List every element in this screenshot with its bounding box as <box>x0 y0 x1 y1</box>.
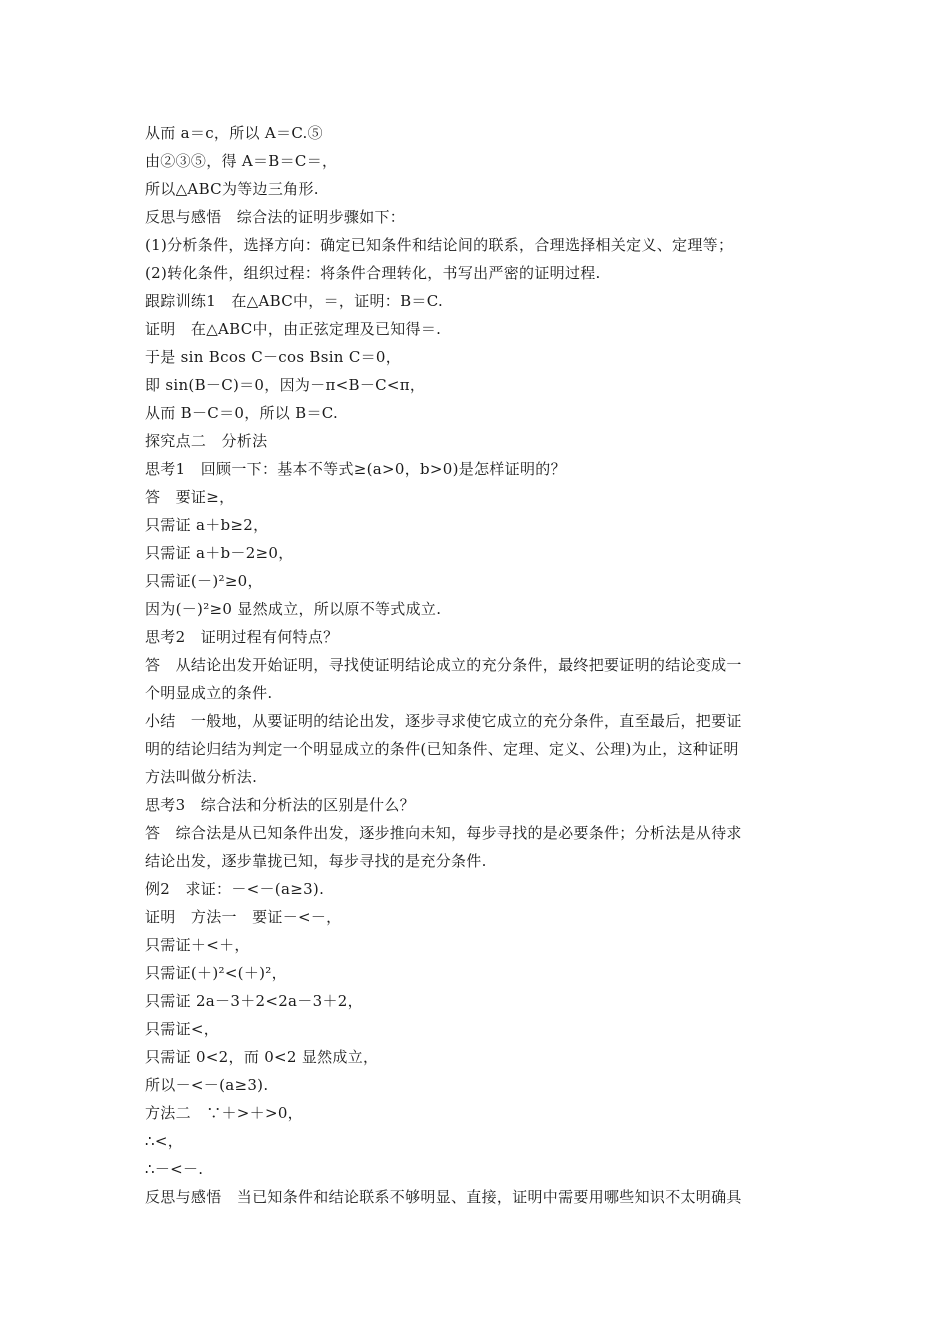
text-line: 明的结论归结为判定一个明显成立的条件(已知条件、定理、定义、公理)为止，这种证明 <box>145 740 739 758</box>
text-line: 由②③⑤，得 A＝B＝C＝， <box>145 152 338 170</box>
text-line: (2)转化条件，组织过程：将条件合理转化，书写出严密的证明过程. <box>145 264 601 282</box>
text-line: 只需证 2a－3＋2<2a－3＋2， <box>145 992 363 1010</box>
text-line: 反思与感悟 综合法的证明步骤如下： <box>145 208 406 226</box>
text-line: 证明 在△ABC中，由正弦定理及已知得＝. <box>145 320 442 338</box>
text-line: 方法二 ∵＋>＋>0， <box>145 1104 303 1122</box>
text-line: 思考3 综合法和分析法的区别是什么？ <box>145 796 415 814</box>
text-line: ∴－<－. <box>145 1160 204 1178</box>
text-line: 从而 B－C＝0，所以 B＝C. <box>145 404 339 422</box>
text-line: 答 要证≥， <box>145 488 235 506</box>
text-line: 思考1 回顾一下：基本不等式≥(a>0，b>0)是怎样证明的？ <box>145 460 566 478</box>
text-line: 小结 一般地，从要证明的结论出发，逐步寻求使它成立的充分条件，直至最后，把要证 <box>145 712 742 730</box>
text-line: 即 sin(B－C)＝0，因为－π<B－C<π， <box>145 376 426 394</box>
text-line: 探究点二 分析法 <box>145 432 268 450</box>
text-line: 于是 sin Bcos C－cos Bsin C＝0， <box>145 348 402 366</box>
text-line: (1)分析条件，选择方向：确定已知条件和结论间的联系，合理选择相关定义、定理等； <box>145 236 734 254</box>
text-line: 所以－<－(a≥3). <box>145 1076 269 1094</box>
text-line: 只需证<， <box>145 1020 220 1038</box>
text-line: 答 从结论出发开始证明，寻找使证明结论成立的充分条件，最终把要证明的结论变成一 <box>145 656 742 674</box>
text-line: 结论出发，逐步靠拢已知，每步寻找的是充分条件. <box>145 852 487 870</box>
text-line: 只需证＋<＋， <box>145 936 250 954</box>
text-line: 只需证 0<2，而 0<2 显然成立， <box>145 1048 379 1066</box>
text-line: 从而 a＝c，所以 A＝C.⑤ <box>145 124 323 142</box>
text-line: 只需证(＋)²<(＋)²， <box>145 964 287 982</box>
text-line: 方法叫做分析法. <box>145 768 258 786</box>
text-line: 例2 求证：－<－(a≥3). <box>145 880 325 898</box>
text-line: 所以△ABC为等边三角形. <box>145 180 319 198</box>
text-line: 因为(－)²≥0 显然成立，所以原不等式成立. <box>145 600 442 618</box>
text-line: 只需证(－)²≥0， <box>145 572 263 590</box>
text-line: 个明显成立的条件. <box>145 684 273 702</box>
text-line: 只需证 a＋b－2≥0， <box>145 544 294 562</box>
text-line: 答 综合法是从已知条件出发，逐步推向未知，每步寻找的是必要条件；分析法是从待求 <box>145 824 742 842</box>
text-line: 思考2 证明过程有何特点？ <box>145 628 339 646</box>
text-line: ∴<， <box>145 1132 184 1150</box>
text-line: 只需证 a＋b≥2， <box>145 516 269 534</box>
text-line: 反思与感悟 当已知条件和结论联系不够明显、直接，证明中需要用哪些知识不太明确具 <box>145 1188 742 1206</box>
text-line: 证明 方法一 要证－<－， <box>145 908 342 926</box>
text-line: 跟踪训练1 在△ABC中，＝，证明：B＝C. <box>145 292 444 310</box>
